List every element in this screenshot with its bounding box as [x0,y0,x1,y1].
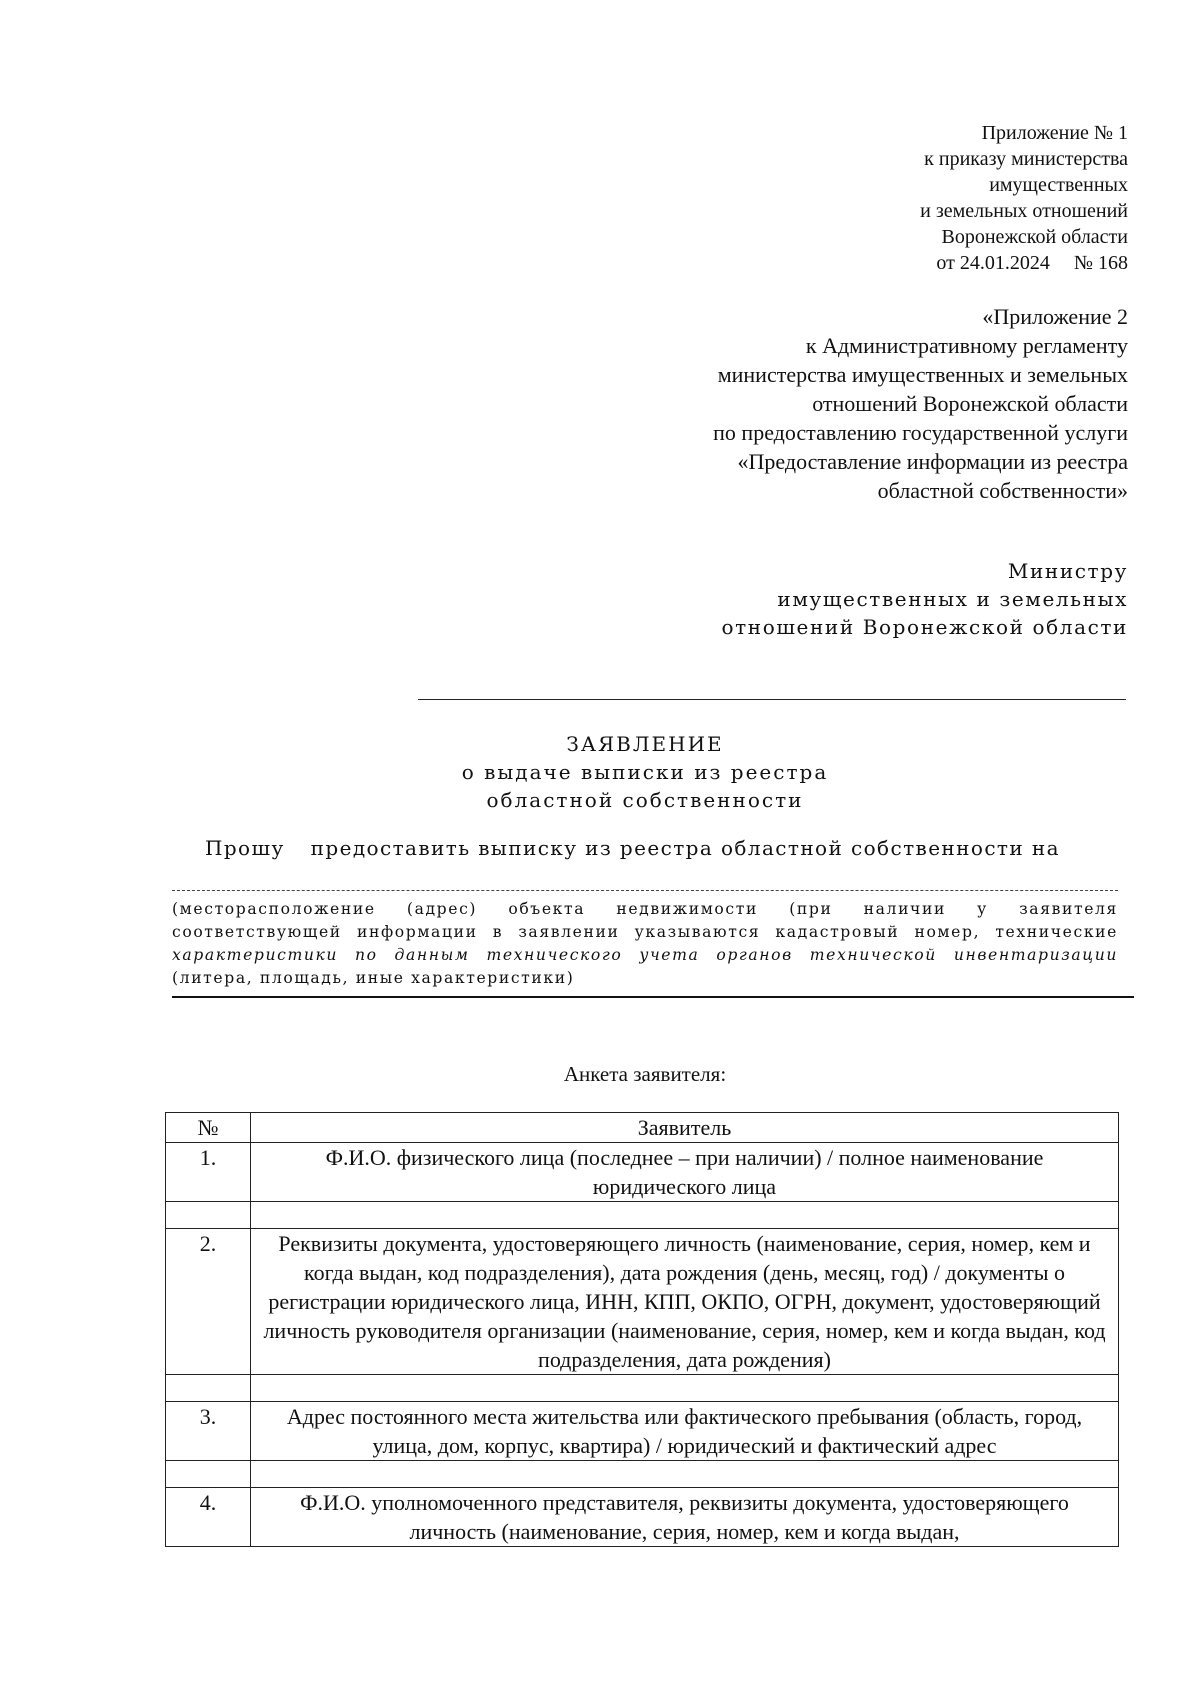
row-label: Ф.И.О. уполномоченного представителя, реквизиты документа, удостоверяющего личность (наименование, серия, номер, кем и когда выдан, [251,1488,1119,1547]
row-number: 3. [166,1402,251,1461]
appendix-2-line: областной собственности» [877,478,1128,503]
column-header-number: № [166,1113,251,1143]
note-italic-text: характеристики по данным технического учета органов технической инвентаризации [172,946,1118,964]
order-date: от 24.01.2024 [936,252,1050,274]
row-number: 1. [166,1143,251,1202]
appendix-1-line: Приложение № 1 [981,122,1128,144]
blank-cell [166,1375,251,1402]
appendix-1-line: и земельных отношений [920,200,1128,222]
appendix-1-line: Воронежской области [941,226,1128,248]
blank-cell [251,1375,1119,1402]
request-line [205,836,1060,860]
table-row [166,1143,1119,1202]
table-header-row [166,1113,1119,1143]
addressee-line: отношений Воронежской области [721,615,1128,639]
note-text: (месторасположение (адрес) объекта недвижимости (при наличии у заявителя соответствующей информации в заявлении указываются кадастровый номер, технические [172,900,1118,941]
row-label: Ф.И.О. физического лица (последнее – при наличии) / полное наименование юридического лица [251,1143,1119,1202]
row-label: Реквизиты документа, удостоверяющего личность (наименование, серия, номер, кем и когда выдан, код подразделения), дата рождения (день, месяц, год) / документы о регистрации юридического лица, ИНН, КПП, ОКПО, ОГРН, документ, удостоверяющий личность руководителя организации (наименование, серия, номер, кем и когда выдан, код подразделения, дата рождения) [251,1229,1119,1375]
request-text: предоставить выписку из реестра областной собственности на [310,836,1060,860]
applicant-form-table [165,1112,1119,1547]
addressee-line: Министру [1007,559,1128,583]
object-fill-in-line [172,890,1118,891]
table-row [166,1402,1119,1461]
addressee-line: имущественных и земельных [777,587,1128,611]
appendix-2-header [713,302,1128,505]
appendix-2-line: «Приложение 2 [982,304,1128,329]
blank-cell [251,1461,1119,1488]
title-heading: ЗАЯВЛЕНИЕ [566,732,724,756]
blank-cell [166,1202,251,1229]
table-blank-row [166,1375,1119,1402]
appendix-2-line: по предоставлению государственной услуги [713,420,1128,445]
appendix-1-line: к приказу министерства [924,148,1128,170]
note-underline [172,996,1134,998]
table-row [166,1229,1119,1375]
appendix-1-header [920,120,1128,276]
document-title [0,730,1200,814]
note-tail: (литера, площадь, иные характеристики) [172,969,575,987]
addressee-block [721,557,1128,641]
table-blank-row [166,1202,1119,1229]
row-number: 2. [166,1229,251,1375]
blank-cell [166,1461,251,1488]
row-label: Адрес постоянного места жительства или фактического пребывания (область, город, улица, дом, корпус, квартира) / юридический и фактический адрес [251,1402,1119,1461]
request-lead: Прошу [205,836,285,860]
order-number: № 168 [1073,252,1128,274]
applicant-signature-line [418,699,1126,700]
row-number: 4. [166,1488,251,1547]
form-caption: Анкета заявителя: [563,1062,727,1086]
title-subheading: о выдаче выписки из реестра [461,760,829,784]
appendix-1-line: имущественных [989,174,1128,196]
table-row [166,1488,1119,1547]
appendix-2-line: отношений Воронежской области [812,391,1128,416]
table-blank-row [166,1461,1119,1488]
title-subheading: областной собственности [486,788,804,812]
column-header-applicant: Заявитель [251,1113,1119,1143]
appendix-2-line: к Административному регламенту [805,333,1128,358]
blank-cell [251,1202,1119,1229]
appendix-2-line: «Предоставление информации из реестра [737,449,1128,474]
order-date-line [920,250,1128,276]
object-description-note [172,898,1118,990]
appendix-2-line: министерства имущественных и земельных [717,362,1128,387]
